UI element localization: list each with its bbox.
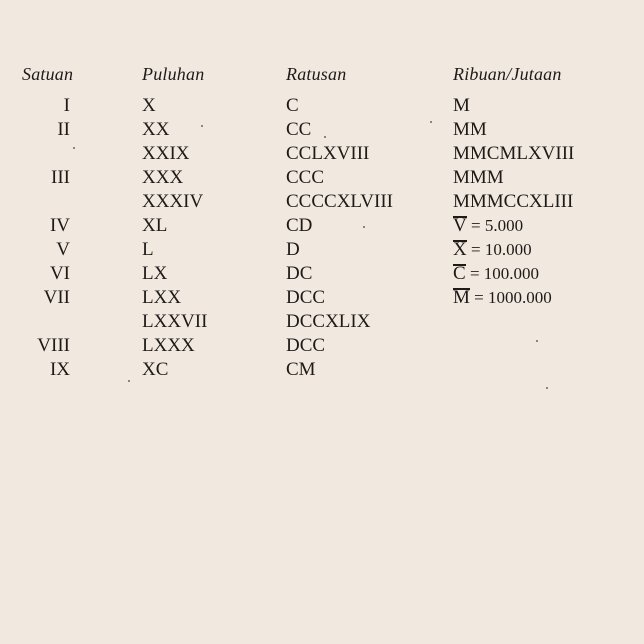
numeral-value: = 10.000 [466, 240, 532, 259]
puluhan-cell: XL [142, 215, 168, 236]
overlined-numeral: X [453, 239, 467, 260]
puluhan-cell: XC [142, 359, 169, 380]
column-satuan [20, 94, 70, 382]
ratusan-cell: CCC [286, 167, 325, 188]
puluhan-cell: XX [142, 119, 170, 140]
header-ratusan: Ratusan [286, 64, 347, 84]
ratusan-cell: CM [286, 359, 316, 380]
satuan-cell [20, 142, 70, 166]
puluhan-cell: XXXIV [142, 191, 204, 212]
puluhan-cell: XXX [142, 167, 184, 188]
puluhan-cell: L [142, 239, 154, 260]
satuan-cell: VI [49, 263, 70, 284]
ratusan-cell: DCCXLIX [286, 311, 371, 332]
satuan-cell: II [57, 119, 70, 140]
overlined-numeral: C [453, 263, 466, 284]
ratusan-cell: CD [286, 215, 313, 236]
satuan-cell: I [63, 95, 70, 116]
ratusan-cell: DCC [286, 287, 326, 308]
numeral-value: = 5.000 [466, 216, 524, 235]
puluhan-cell: LXXVII [142, 311, 208, 332]
satuan-cell: IX [49, 359, 70, 380]
overlined-value-row [453, 238, 574, 262]
numeral-value: = 100.000 [465, 264, 540, 283]
satuan-cell: VII [43, 287, 70, 308]
overlined-value-row [453, 214, 574, 238]
overlined-value-row [453, 286, 574, 310]
ratusan-cell: CC [286, 119, 312, 140]
overlined-numeral: V [453, 215, 467, 236]
column-puluhan [142, 94, 207, 382]
paper-speck [536, 340, 538, 342]
paper-speck [430, 121, 432, 123]
overlined-numeral: M [453, 287, 470, 308]
satuan-cell: VIII [37, 335, 70, 356]
ratusan-cell: C [286, 95, 299, 116]
ribuan-cell: MMM [453, 167, 504, 188]
paper-speck [324, 136, 326, 138]
header-puluhan: Puluhan [142, 64, 205, 84]
satuan-cell [20, 190, 70, 214]
paper-speck [546, 387, 548, 389]
column-ratusan [286, 94, 393, 382]
paper-speck [201, 125, 203, 127]
puluhan-cell: LXXX [142, 335, 195, 356]
paper-speck [363, 226, 365, 228]
satuan-cell: III [51, 167, 70, 188]
ribuan-cell: MMCMLXVIII [453, 143, 575, 164]
ratusan-cell: DC [286, 263, 313, 284]
ribuan-cell: MMMCCXLIII [453, 191, 574, 212]
ribuan-cell: MM [453, 119, 487, 140]
ratusan-cell: D [286, 239, 300, 260]
ratusan-cell: CCCCXLVIII [286, 191, 393, 212]
ratusan-cell: CCLXVIII [286, 143, 370, 164]
puluhan-cell: X [142, 95, 156, 116]
paper-speck [128, 380, 130, 382]
numeral-value: = 1000.000 [469, 288, 552, 307]
satuan-cell: IV [49, 215, 70, 236]
satuan-cell [20, 310, 70, 334]
puluhan-cell: XXIX [142, 143, 190, 164]
ribuan-cell: M [453, 95, 470, 116]
puluhan-cell: LXX [142, 287, 182, 308]
overlined-value-row [453, 262, 574, 286]
ratusan-cell: DCC [286, 335, 326, 356]
paper-speck [73, 147, 75, 149]
satuan-cell: V [56, 239, 70, 260]
header-ribuan-jutaan: Ribuan/Jutaan [453, 64, 562, 84]
header-satuan: Satuan [22, 64, 74, 84]
column-ribuan-jutaan [453, 94, 574, 310]
puluhan-cell: LX [142, 263, 168, 284]
